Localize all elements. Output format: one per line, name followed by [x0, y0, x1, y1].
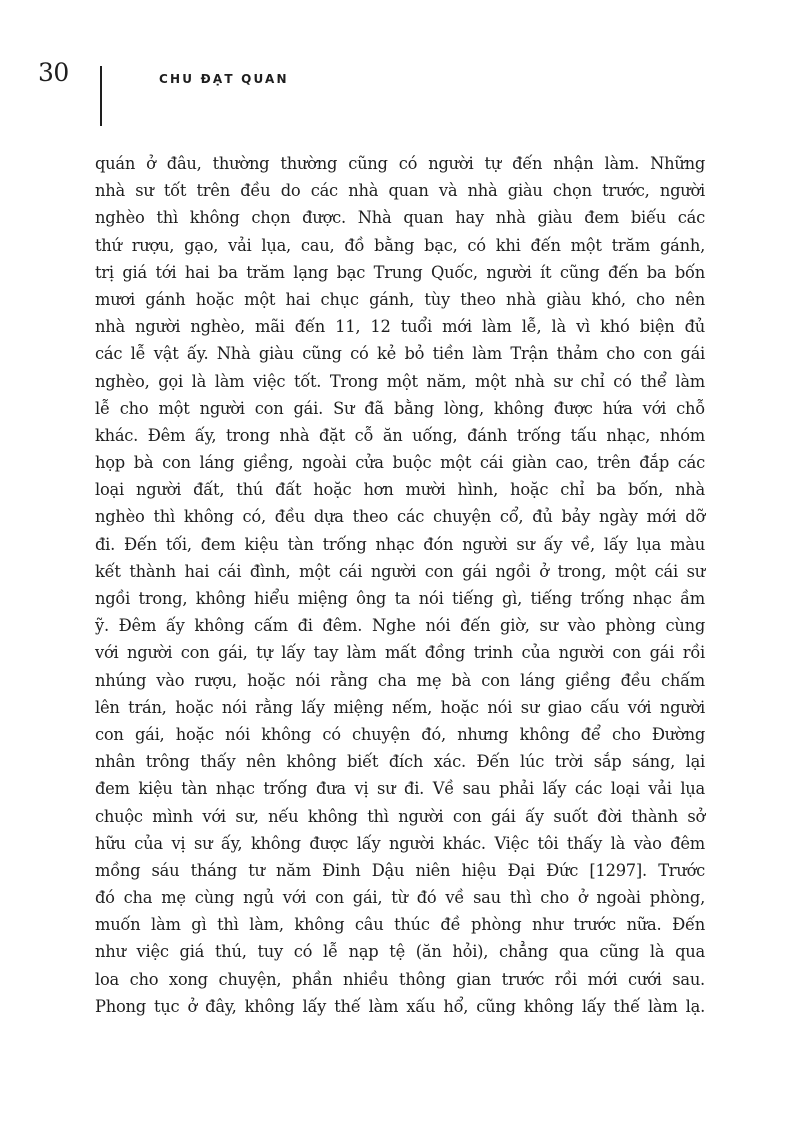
page-number: 30 [38, 58, 69, 87]
text-line: đem kiệu tàn nhạc trống đưa vị sư đi. Về sau phải lấy các loại vải lụa [95, 779, 705, 799]
text-line: ỹ. Đêm ấy không cấm đi đêm. Nghe nói đến giờ, sư vào phòng cùng [95, 616, 705, 636]
text-line: nghèo thì không có, đều dựa theo các chuyện cổ, đủ bảy ngày mới dỡ [95, 507, 705, 527]
text-line: nhân trông thấy nên không biết đích xác. Đến lúc trời sắp sáng, lại [95, 752, 705, 772]
text-line: lễ cho một người con gái. Sư đã bằng lòng, không được hứa với chỗ [95, 398, 705, 418]
text-line: nhà sư tốt trên đều do các nhà quan và nhà giàu chọn trước, người [95, 181, 705, 201]
text-line: con gái, hoặc nói không có chuyện đó, nhưng không để cho Đường [95, 724, 705, 744]
text-line: hữu của vị sư ấy, không được lấy người khác. Việc tôi thấy là vào đêm [95, 833, 705, 853]
text-line: Phong tục ở đây, không lấy thế làm xấu hổ, cũng không lấy thế làm lạ. [95, 996, 705, 1016]
text-line: mươi gánh hoặc một hai chục gánh, tùy theo nhà giàu khó, cho nên [95, 289, 705, 309]
text-line: mồng sáu tháng tư năm Đinh Dậu niên hiệu Đại Đức [1297]. Trước [95, 860, 705, 880]
text-line: chuộc mình với sư, nếu không thì người con gái ấy suốt đời thành sở [95, 806, 705, 826]
running-head: CHU ĐẠT QUAN [159, 72, 289, 86]
text-line: nghèo thì không chọn được. Nhà quan hay nhà giàu đem biếu các [95, 208, 705, 228]
text-line: loa cho xong chuyện, phần nhiều thông gian trước rồi mới cưới sau. [95, 969, 705, 989]
text-line: trị giá tới hai ba trăm lạng bạc Trung Quốc, người ít cũng đến ba bốn [95, 262, 705, 282]
text-line: thứ rượu, gạo, vải lụa, cau, đồ bằng bạc, có khi đến một trăm gánh, [95, 235, 705, 255]
text-line: khác. Đêm ấy, trong nhà đặt cỗ ăn uống, đánh trống tấu nhạc, nhóm [95, 425, 705, 445]
text-line: như việc giá thú, tuy có lễ nạp tệ (ăn hỏi), chẳng qua cũng là qua [95, 942, 705, 962]
text-line: đi. Đến tối, đem kiệu tàn trống nhạc đón người sư ấy về, lấy lụa màu [95, 534, 705, 554]
text-line: ngồi trong, không hiểu miệng ông ta nói tiếng gì, tiếng trống nhạc ầm [95, 589, 705, 608]
text-line: nhà người nghèo, mãi đến 11, 12 tuổi mới làm lễ, là vì khó biện đủ [95, 317, 705, 337]
header-divider [100, 66, 102, 126]
text-line: lên trán, hoặc nói rằng lấy miệng nếm, hoặc nói sư giao cấu với người [95, 697, 705, 717]
text-line: nhúng vào rượu, hoặc nói rằng cha mẹ bà con láng giềng đều chấm [95, 670, 705, 690]
text-line: quán ở đâu, thường thường cũng có người tự đến nhận làm. Những [95, 154, 705, 173]
text-line: loại người đất, thú đất hoặc hơn mười hình, hoặc chỉ ba bốn, nhà [95, 480, 705, 500]
text-line: muốn làm gì thì làm, không câu thúc đề phòng như trước nữa. Đến [95, 915, 705, 935]
text-line: kết thành hai cái đình, một cái người con gái ngồi ở trong, một cái sư [95, 561, 705, 581]
text-line: các lễ vật ấy. Nhà giàu cũng có kẻ bỏ tiền làm Trận thảm cho con gái [95, 344, 705, 364]
text-line: nghèo, gọi là làm việc tốt. Trong một năm, một nhà sư chỉ có thể làm [95, 371, 705, 391]
body-text [95, 150, 705, 1020]
text-line: đó cha mẹ cùng ngủ với con gái, từ đó về sau thì cho ở ngoài phòng, [95, 888, 705, 908]
text-line: họp bà con láng giềng, ngoài cửa buộc một cái giàn cao, trên đắp các [95, 453, 705, 473]
text-line: với người con gái, tự lấy tay làm mất đồng trinh của người con gái rồi [95, 643, 705, 663]
